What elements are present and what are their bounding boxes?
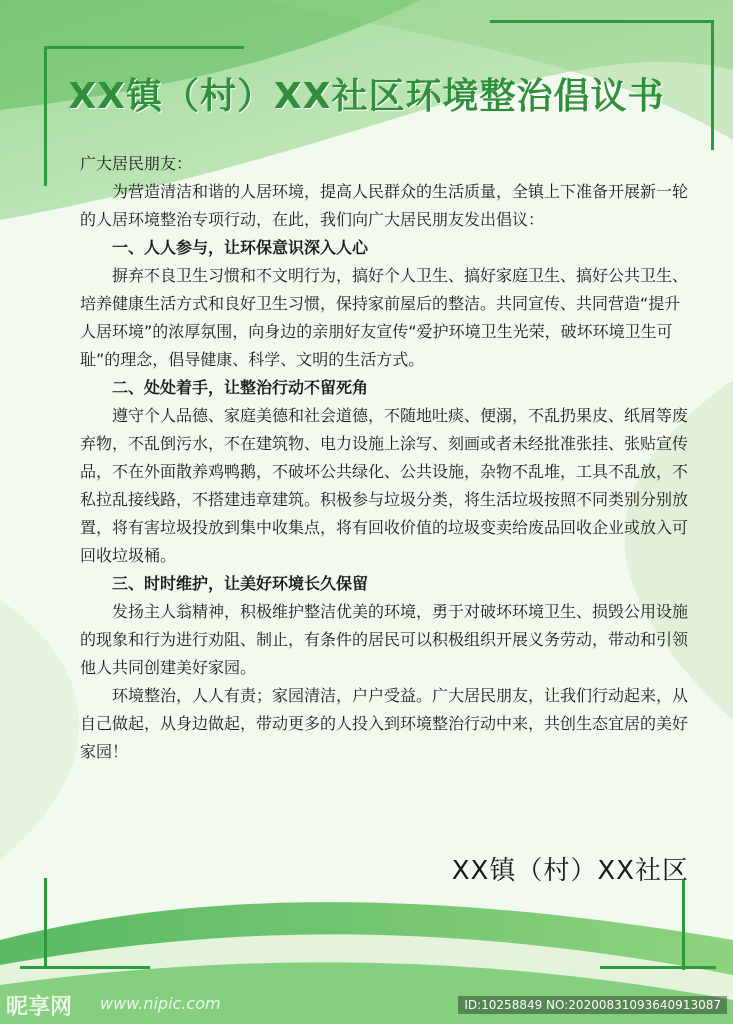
section-heading: 三、时时维护，让美好环境长久保留 (112, 574, 369, 593)
greeting: 广大居民朋友： (80, 154, 193, 173)
signature: XX镇（村）XX社区 (451, 856, 689, 886)
intro-paragraph: 为营造清洁和谐的人居环境，提高人民群众的生活质量，全镇上下准备开展新一轮的人居环境整治专项行动，在此，我们向广大居民朋友发出倡议： (80, 182, 689, 229)
frame-bottom-left-h (20, 966, 150, 969)
frame-top-right-h (490, 20, 714, 23)
document-title: XX镇（村）XX社区环境整治倡议书 (68, 76, 665, 117)
section-paragraph: 发扬主人翁精神，积极维护整洁优美的环境，勇于对破坏环境卫生、损毁公用设施的现象和行为进行劝阻、制止，有条件的居民可以积极组织开展义务劳动，带动和引领他人共同创建美好家园。 (80, 602, 689, 677)
document-body (80, 150, 690, 766)
closing-paragraph: 环境整治，人人有责；家园清洁，户户受益。广大居民朋友，让我们行动起来，从自己做起，从身边做起，带动更多的人投入到环境整治行动中来，共创生态宜居的美好家园！ (80, 686, 689, 761)
watermark-id: ID:10258849 NO:20200831093640913087 (458, 996, 727, 1014)
watermark-url: www.nipic.com (100, 994, 221, 1013)
section-heading: 一、人人参与，让环保意识深入人心 (112, 238, 369, 257)
section-heading: 二、处处着手，让整治行动不留死角 (112, 378, 369, 397)
frame-bottom-right-v (682, 880, 685, 970)
watermark-logo: 昵享网 (6, 995, 73, 1020)
frame-top-left-h (44, 46, 244, 49)
frame-bottom-right-h (600, 966, 716, 969)
frame-bottom-left-v (44, 878, 47, 968)
section-paragraph: 遵守个人品德、家庭美德和社会道德，不随地吐痰、便溺，不乱扔果皮、纸屑等废弃物，不乱倒污水，不在建筑物、电力设施上涂写、刻画或者未经批准张挂、张贴宣传品，不在外面散养鸡鸭鹅，不破坏公共绿化、公共设施，杂物不乱堆，工具不乱放，不私拉乱接线路，不搭建违章建筑。积极参与垃圾分类，将生活垃圾按照不同类别分别放置，将有害垃圾投放到集中收集点，将有回收价值的垃圾变卖给废品回收企业或放入可回收垃圾桶。 (80, 406, 689, 565)
section-paragraph: 摒弃不良卫生习惯和不文明行为，搞好个人卫生、搞好家庭卫生、搞好公共卫生、培养健康生活方式和良好卫生习惯，保持家前屋后的整洁。共同宣传、共同营造“提升人居环境”的浓厚氛围，向身边的亲朋好友宣传“爱护环境卫生光荣，破坏环境卫生可耻”的理念，倡导健康、科学、文明的生活方式。 (80, 266, 689, 369)
